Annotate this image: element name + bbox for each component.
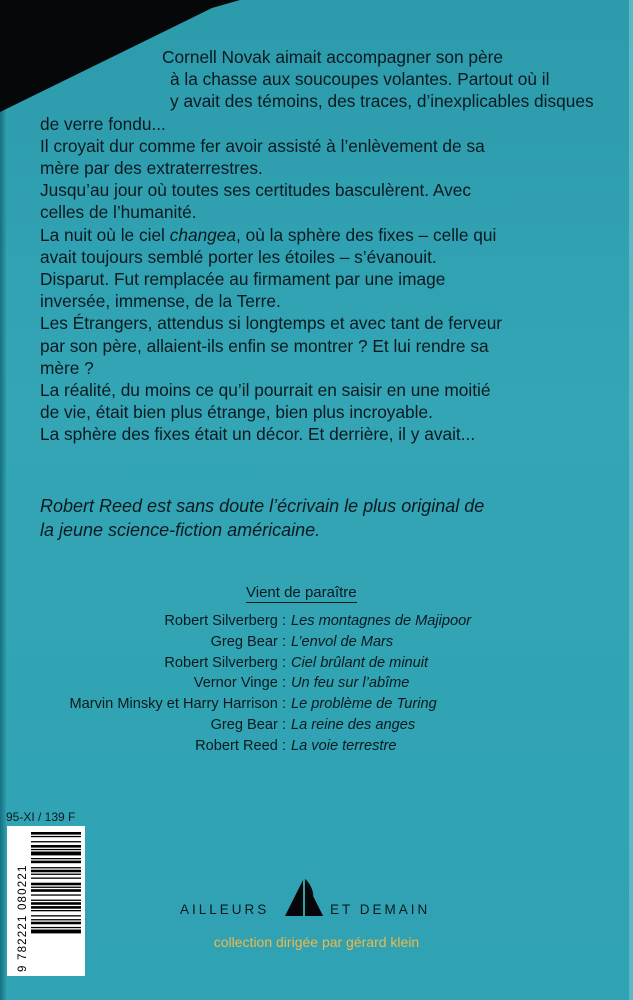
recent-release-item xyxy=(0,632,633,653)
release-title: Le problème de Turing xyxy=(291,696,437,713)
blurb-text: La nuit où le ciel xyxy=(40,224,170,245)
barcode-bar xyxy=(31,919,81,920)
release-author: Robert Reed : xyxy=(195,737,286,754)
recent-release-item xyxy=(0,611,633,632)
barcode-bar xyxy=(31,922,81,925)
release-author: Marvin Minsky et Harry Harrison : xyxy=(69,696,286,713)
release-author: Greg Bear : xyxy=(210,716,286,733)
barcode-bar xyxy=(31,878,81,879)
barcode xyxy=(7,826,85,976)
blurb-line-changea xyxy=(40,224,600,246)
publisher-logo-icon xyxy=(284,876,324,922)
barcode-bar xyxy=(31,894,81,895)
recent-release-item xyxy=(0,673,633,694)
collection-director: collection dirigée par gérard klein xyxy=(213,934,420,950)
barcode-bar xyxy=(31,849,81,850)
blurb-line: La réalité, du moins ce qu’il pourrait en saisir en une moitié xyxy=(40,380,491,401)
tagline-line: Robert Reed est sans doute l’écrivain le plus original de xyxy=(40,496,485,516)
release-author: Greg Bear : xyxy=(210,633,286,650)
release-title: Ciel brûlant de minuit xyxy=(291,654,429,671)
blurb-line: par son père, allaient-ils enfin se montrer ? Et lui rendre sa xyxy=(40,335,489,356)
release-author: Robert Silverberg : xyxy=(164,613,286,629)
barcode-bar xyxy=(31,910,81,911)
barcode-bar xyxy=(31,836,81,837)
barcode-bar xyxy=(31,845,81,848)
blurb-line: La sphère des fixes était un décor. Et derrière, il y avait... xyxy=(40,424,476,445)
barcode-bar xyxy=(31,867,81,868)
blurb-line: Il croyait dur comme fer avoir assisté à l’enlèvement de sa xyxy=(40,135,485,156)
barcode-bar xyxy=(31,930,81,934)
barcode-bar xyxy=(31,874,81,875)
cover-left-edge xyxy=(0,0,6,1000)
blurb-line: Jusqu’au jour où toutes ses certitudes basculèrent. Avec xyxy=(40,180,472,201)
blurb-line: celles de l’humanité. xyxy=(40,202,197,223)
release-title: L’envol de Mars xyxy=(291,633,394,650)
blurb-italic-word: changea xyxy=(169,224,237,245)
price-code: 95-XI / 139 F xyxy=(6,810,76,824)
recent-releases-list xyxy=(0,611,633,757)
imprint-et-demain: ET DEMAIN xyxy=(330,902,431,917)
barcode-bar xyxy=(31,841,81,842)
blurb-line: Cornell Novak aimait accompagner son père xyxy=(162,47,503,67)
barcode-bar xyxy=(31,870,81,873)
barcode-bar xyxy=(31,927,81,928)
blurb-line: y avait des témoins, des traces, d’inexplicables disques xyxy=(170,91,594,112)
blurb-line: inversée, immense, de la Terre. xyxy=(40,291,281,312)
release-title: Les montagnes de Majipoor xyxy=(291,613,472,629)
release-author: Robert Silverberg : xyxy=(164,654,286,671)
blurb-line: à la chasse aux soucoupes volantes. Partout où il xyxy=(170,69,550,90)
release-title: La reine des anges xyxy=(291,716,416,733)
barcode-bar xyxy=(31,889,81,892)
tagline-line: la jeune science-fiction américaine. xyxy=(40,520,321,540)
barcode-digits-text: 9 782221 080221 xyxy=(17,864,29,972)
blurb-line: mère ? xyxy=(40,357,94,378)
barcode-bar xyxy=(31,883,81,886)
imprint-ailleurs: AILLEURS xyxy=(180,902,270,917)
recent-release-item xyxy=(0,736,633,757)
blurb-line: mère par des extraterrestres. xyxy=(40,158,263,179)
blurb-line: Les Étrangers, attendus si longtemps et avec tant de ferveur xyxy=(40,313,503,334)
barcode-bar xyxy=(31,900,81,901)
barcode-bar xyxy=(31,906,81,909)
barcode-bar xyxy=(31,902,81,905)
blurb-line: de vie, était bien plus étrange, bien plus incroyable. xyxy=(40,402,433,423)
release-author: Vernor Vinge : xyxy=(193,675,286,692)
barcode-bar xyxy=(31,915,81,916)
blurb-text: , où la sphère des fixes – celle qui xyxy=(236,224,497,245)
barcode-bar xyxy=(31,887,81,888)
barcode-bar xyxy=(31,852,81,856)
barcode-bar xyxy=(31,861,81,864)
barcode-bar xyxy=(31,858,81,859)
recent-release-item xyxy=(0,653,633,674)
recent-releases-heading: Vient de paraître xyxy=(246,584,357,601)
blurb-line: de verre fondu... xyxy=(40,113,166,134)
author-tagline xyxy=(40,494,600,542)
barcode-bar xyxy=(31,832,81,835)
recent-release-item xyxy=(0,715,633,736)
cover-right-edge xyxy=(629,0,633,1000)
back-cover-blurb xyxy=(40,46,600,446)
barcode-number xyxy=(15,826,31,976)
blurb-line: Disparut. Fut remplacée au firmament par une image xyxy=(40,269,446,290)
recent-release-item xyxy=(0,694,633,715)
release-title: Un feu sur l’abîme xyxy=(291,675,410,692)
release-title: La voie terrestre xyxy=(291,737,397,754)
blurb-line: avait toujours semblé porter les étoiles – s’évanouit. xyxy=(40,246,437,267)
